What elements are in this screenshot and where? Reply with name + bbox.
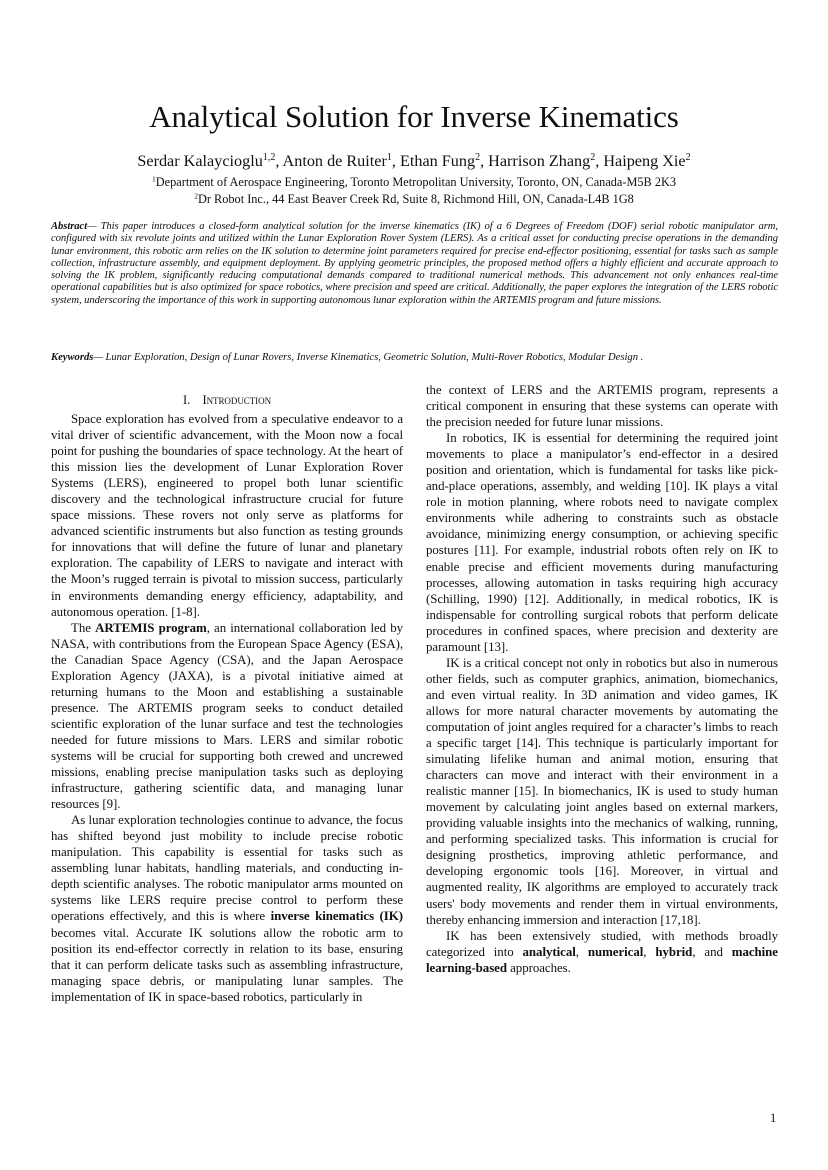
left-column-body: [51, 411, 403, 1005]
section-heading: [51, 392, 403, 408]
bold-term: numerical: [587, 944, 644, 959]
page-number: 1: [770, 1111, 777, 1125]
keywords-text: — Lunar Exploration, Design of Lunar Rovers, Inverse Kinematics, Geometric Solution, Multi-Rover Robotics, Modular Design .: [93, 352, 644, 363]
author-separator: ,: [391, 152, 400, 170]
affiliation-1-number: 1: [151, 174, 156, 184]
bold-term: ARTEMIS program: [95, 620, 207, 635]
text-run: As lunar exploration technologies continue to advance, the focus has shifted beyond just mobility to include precise robotic manipulation. This capability is essential for tasks such as assembling lunar habitats, handling materials, and conducting in-depth scientific analyses. The robotic manipulator arms mounted on systems like LERS require precise control to perform these operations effectively, and this is where: [51, 813, 403, 924]
author-name: Ethan Fung: [399, 152, 476, 170]
affiliation-2-text: Dr Robot Inc., 44 East Beaver Creek Rd, Suite 8, Richmond Hill, ON, Canada-L4B 1G8: [198, 192, 634, 206]
author-name: Anton de Ruiter: [282, 152, 387, 170]
author-separator: ,: [275, 152, 283, 170]
text-run: , an international collaboration led by NASA, with contributions from the European Space Agency (ESA), the Canadian Space Agency (CSA), and the Japan Aerospace Exploration Agency (JAXA), is a pivotal initiative aimed at returning humans to the Moon and establishing a sustainable presence. The ARTEMIS program seeks to conduct detailed scientific exploration of the lunar surface and test the technologies needed for future missions to Mars. LERS and similar robotic systems will be crucial for supporting both crewed and uncrewed missions, enabling precise manipulation tasks such as deploying infrastructure, gathering scientific data, and managing lunar resources [9].: [51, 620, 403, 812]
author-affiliation-number: 1: [386, 151, 392, 163]
author-name: Haipeng Xie: [603, 152, 686, 170]
affiliation-2-number: 2: [194, 191, 198, 201]
bold-term: hybrid: [655, 944, 693, 959]
text-run: In robotics, IK is essential for determining the required joint movements to place a manipulator’s end-effector in a desired position and orientation, which is fundamental for tasks like pick-and-place operations, assembly, and welding [10]. IK plays a vital role in motion planning, where robots need to navigate complex environments while adhering to constraints such as obstacle avoidance, minimizing energy consumption, or achieving specific postures [11]. For example, industrial robots often rely on IK to enable precise and efficient movements during manufacturing processes, allowing automation in tasks requiring high accuracy (Schilling, 1990) [12]. Additionally, in medical robotics, IK is indispensable for controlling surgical robots that perform delicate procedures in confined spaces, where precision and dexterity are paramount [13].: [426, 431, 778, 654]
text-run: ,: [643, 944, 656, 959]
left-column: [51, 392, 403, 1005]
author-name: Serdar Kalaycioglu: [137, 152, 263, 170]
right-column: [426, 382, 778, 976]
bold-term: inverse kinematics (IK): [270, 909, 403, 924]
author-separator: ,: [480, 152, 489, 170]
abstract: [51, 221, 778, 307]
body-paragraph: [51, 620, 403, 813]
author-list: [0, 151, 828, 171]
text-run: becomes vital. Accurate IK solutions allow the robotic arm to position its end-effector correctly in relation to its base, ensuring that it can perform delicate tasks such as assembling infrastructure, managing space debris, or manipulating lunar samples. The implementation of IK in space-based robotics, particularly in: [51, 925, 403, 1004]
text-run: The: [71, 620, 96, 635]
author-affiliation-number: 2: [590, 151, 596, 163]
author-separator: ,: [595, 152, 604, 170]
text-run: the context of LERS and the ARTEMIS program, represents a critical component in ensuring that these systems can operate with the precision needed for future lunar missions.: [426, 383, 778, 430]
author-affiliation-number: 2: [475, 151, 481, 163]
body-paragraph: [426, 928, 778, 976]
author-affiliation-number: 1,2: [262, 151, 276, 163]
body-paragraph: [426, 430, 778, 655]
right-column-body: [426, 382, 778, 976]
author-name: Harrison Zhang: [488, 152, 591, 170]
body-paragraph: [426, 382, 778, 430]
body-paragraph: [51, 812, 403, 1005]
abstract-text: — This paper introduces a closed-form analytical solution for the inverse kinematics (IK) of a 6 Degrees of Freedom (DOF) serial robotic manipulator arm, configured with six revolute joints and utilized within the Lunar Exploration Rover System (LERS). As a critical asset for conducting precise operations in the demanding lunar environment, this robotic arm relies on the IK solution to determine joint parameters required for precise end-effector positioning, essential for tasks such as sample collection, infrastructure assembly, and equipment deployment. By applying geometric principles, the proposed method offers a highly efficient and accurate approach to solving the IK problem, significantly reducing computational demands compared to traditional numerical methods. This advancement not only enhances real-time operational capabilities but is also optimized for space robotics, where precision and speed are critical. Additionally, the paper explores the integration of the LERS robotic system, underscoring the importance of this work in supporting autonomous lunar exploration within the ARTEMIS program and future missions.: [51, 221, 778, 306]
affiliation-1-text: Department of Aerospace Engineering, Toronto Metropolitan University, Toronto, ON, Canada-M5B 2K3: [155, 175, 677, 189]
affiliation-2: [0, 192, 828, 207]
paper-title: Analytical Solution for Inverse Kinematics: [149, 99, 679, 134]
keywords-label: Keywords: [51, 352, 94, 363]
text-run: , and: [692, 944, 732, 959]
author-affiliation-number: 2: [685, 151, 691, 163]
section-number: I.: [182, 393, 191, 407]
body-paragraph: [51, 411, 403, 620]
bold-term: analytical: [522, 944, 576, 959]
text-run: approaches.: [506, 960, 571, 975]
affiliation-1: [0, 175, 828, 190]
bold-term: machine learning-based: [426, 944, 778, 975]
abstract-label: Abstract: [51, 221, 88, 232]
keywords: [51, 351, 778, 364]
body-paragraph: [426, 655, 778, 928]
text-run: Space exploration has evolved from a speculative endeavor to a vital driver of scientific advancement, with the Moon now a focal point for pushing the boundaries of space technology. At the heart of this mission lies the development of Lunar Exploration Rover Systems (LERS), engineered to propel both lunar scientific discovery and the technological infrastructure crucial for future space missions. These rovers not only serve as platforms for advanced scientific instruments but also function as testing grounds for innovations that will define the future of lunar and planetary exploration. The capability of LERS to navigate and interact with the Moon’s rugged terrain is pivotal to mission success, particularly in environments demanding energy efficiency, adaptability, and autonomous operation. [1-8].: [51, 412, 403, 619]
text-run: IK has been extensively studied, with methods broadly categorized into: [426, 928, 778, 959]
section-title: Introduction: [202, 393, 272, 407]
text-run: ,: [575, 944, 588, 959]
text-run: IK is a critical concept not only in robotics but also in numerous other fields, such as computer graphics, animation, biomechanics, and even virtual reality. In 3D animation and video games, IK allows for more natural character movements by automating the computation of joint angles required for a character’s limbs to reach a specific target [14]. This technique is particularly important for simulating lifelike human and animal motion, ensuring that characters can move and interact with their environment in a realistic manner [15]. In biomechanics, IK is used to study human movement by calculating joint angles based on external markers, providing valuable insights into the mechanics of walking, running, and performing specialized tasks. This information is crucial for designing prosthetics, improving athletic performance, and developing ergonomic tools [16]. Moreover, in virtual and augmented reality, IK algorithms are employed to accurately track users' body movements and render them in virtual environments, thereby enhancing immersion and interaction [17,18].: [426, 655, 778, 927]
